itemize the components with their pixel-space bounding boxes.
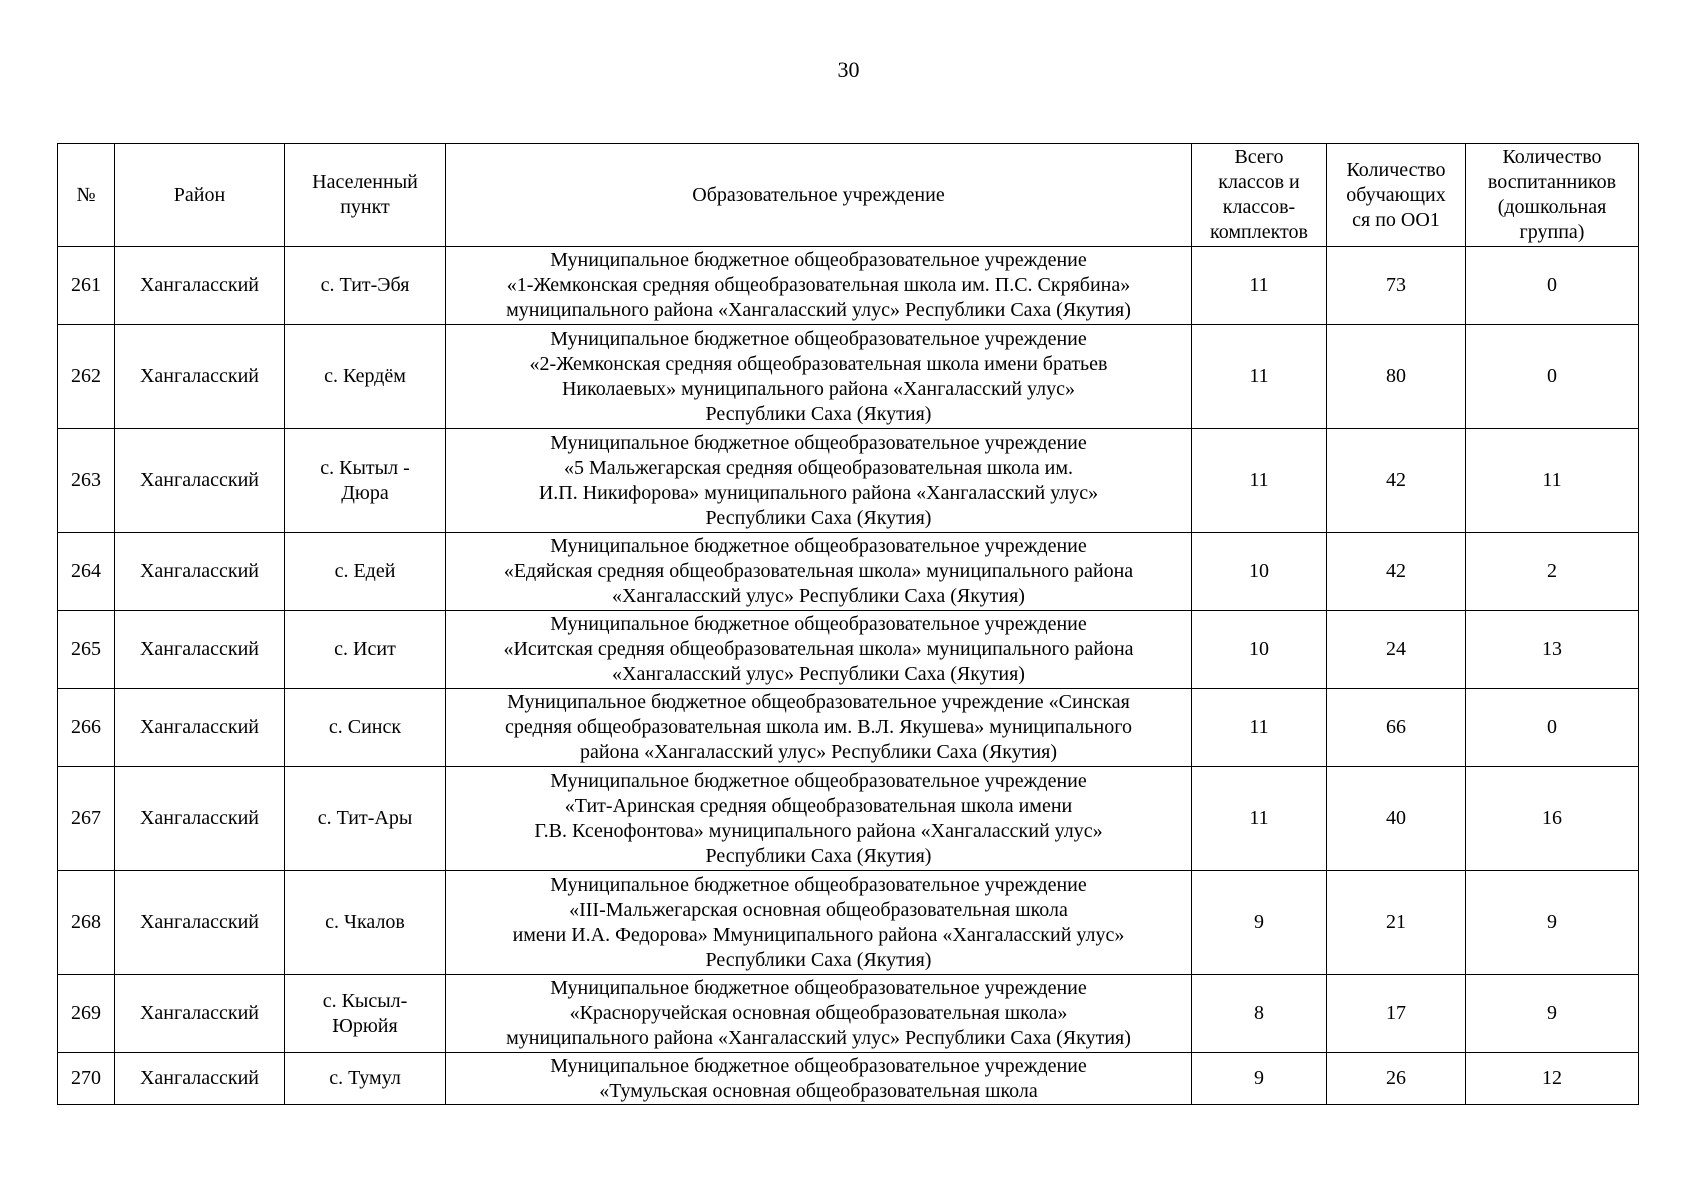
row-institution: Муниципальное бюджетное общеобразовательное учреждение «2-Жемконская средняя общеобразовательная школа имени братьев Николаевых» муниципального района «Хангаласский улус» Республики Саха (Якутия) (446, 325, 1192, 429)
row-classes: 11 (1192, 689, 1327, 767)
table-row (58, 767, 1639, 871)
row-locality: с. Тумул (285, 1053, 446, 1105)
row-district: Хангаласский (115, 767, 285, 871)
row-preschool: 11 (1466, 429, 1639, 533)
row-number: 267 (58, 767, 115, 871)
header-locality: Населенный пункт (285, 144, 446, 247)
header-preschool: Количество воспитанников (дошкольная группа) (1466, 144, 1639, 247)
row-number: 264 (58, 533, 115, 611)
row-institution: Муниципальное бюджетное общеобразовательное учреждение «5 Мальжегарская средняя общеобразовательная школа им. И.П. Никифорова» муниципального района «Хангаласский улус» Республики Саха (Якутия) (446, 429, 1192, 533)
row-number: 266 (58, 689, 115, 767)
institutions-table (57, 143, 1639, 1105)
row-number: 265 (58, 611, 115, 689)
row-district: Хангаласский (115, 325, 285, 429)
row-classes: 10 (1192, 533, 1327, 611)
table-row (58, 689, 1639, 767)
table-row (58, 247, 1639, 325)
row-district: Хангаласский (115, 871, 285, 975)
row-district: Хангаласский (115, 247, 285, 325)
row-preschool: 9 (1466, 871, 1639, 975)
table-row (58, 429, 1639, 533)
row-institution: Муниципальное бюджетное общеобразовательное учреждение «Тит-Аринская средняя общеобразовательная школа имени Г.В. Ксенофонтова» муниципального района «Хангаласский улус» Республики Саха (Якутия) (446, 767, 1192, 871)
row-locality: с. Чкалов (285, 871, 446, 975)
header-students: Количество обучающих ся по ОО1 (1327, 144, 1466, 247)
table-row (58, 533, 1639, 611)
row-students: 40 (1327, 767, 1466, 871)
row-locality: с. Кысыл- Юрюйя (285, 975, 446, 1053)
header-number: № (58, 144, 115, 247)
table-row (58, 325, 1639, 429)
row-classes: 11 (1192, 767, 1327, 871)
page-number: 30 (837, 57, 860, 82)
table-row (58, 611, 1639, 689)
row-classes: 11 (1192, 325, 1327, 429)
row-preschool: 2 (1466, 533, 1639, 611)
table-row (58, 1053, 1639, 1105)
table-row (58, 975, 1639, 1053)
header-district: Район (115, 144, 285, 247)
row-classes: 11 (1192, 247, 1327, 325)
row-district: Хангаласский (115, 1053, 285, 1105)
row-classes: 10 (1192, 611, 1327, 689)
row-students: 66 (1327, 689, 1466, 767)
row-number: 269 (58, 975, 115, 1053)
table-row (58, 871, 1639, 975)
row-locality: с. Кердём (285, 325, 446, 429)
row-preschool: 13 (1466, 611, 1639, 689)
row-locality: с. Тит-Эбя (285, 247, 446, 325)
row-locality: с. Тит-Ары (285, 767, 446, 871)
row-district: Хангаласский (115, 611, 285, 689)
row-preschool: 12 (1466, 1053, 1639, 1105)
row-locality: с. Синск (285, 689, 446, 767)
row-number: 268 (58, 871, 115, 975)
row-students: 24 (1327, 611, 1466, 689)
row-preschool: 16 (1466, 767, 1639, 871)
header-classes: Всего классов и классов- комплектов (1192, 144, 1327, 247)
row-institution: Муниципальное бюджетное общеобразовательное учреждение «1-Жемконская средняя общеобразовательная школа им. П.С. Скрябина» муниципального района «Хангаласский улус» Республики Саха (Якутия) (446, 247, 1192, 325)
row-students: 73 (1327, 247, 1466, 325)
row-number: 261 (58, 247, 115, 325)
row-district: Хангаласский (115, 689, 285, 767)
row-locality: с. Кытыл - Дюра (285, 429, 446, 533)
row-students: 26 (1327, 1053, 1466, 1105)
row-classes: 11 (1192, 429, 1327, 533)
table-header-row (58, 144, 1639, 247)
row-students: 42 (1327, 429, 1466, 533)
row-institution: Муниципальное бюджетное общеобразовательное учреждение «III-Мальжегарская основная общеобразовательная школа имени И.А. Федорова» Ммуниципального района «Хангаласский улус» Республики Саха (Якутия) (446, 871, 1192, 975)
row-students: 17 (1327, 975, 1466, 1053)
row-classes: 9 (1192, 1053, 1327, 1105)
row-institution: Муниципальное бюджетное общеобразовательное учреждение «Красноручейская основная общеобразовательная школа» муниципального района «Хангаласский улус» Республики Саха (Якутия) (446, 975, 1192, 1053)
row-preschool: 9 (1466, 975, 1639, 1053)
row-institution: Муниципальное бюджетное общеобразовательное учреждение «Синская средняя общеобразовательная школа им. В.Л. Якушева» муниципального района «Хангаласский улус» Республики Саха (Якутия) (446, 689, 1192, 767)
header-institution: Образовательное учреждение (446, 144, 1192, 247)
row-classes: 8 (1192, 975, 1327, 1053)
row-students: 42 (1327, 533, 1466, 611)
row-institution: Муниципальное бюджетное общеобразовательное учреждение «Иситская средняя общеобразовательная школа» муниципального района «Хангаласский улус» Республики Саха (Якутия) (446, 611, 1192, 689)
row-preschool: 0 (1466, 247, 1639, 325)
row-district: Хангаласский (115, 975, 285, 1053)
row-number: 263 (58, 429, 115, 533)
row-students: 80 (1327, 325, 1466, 429)
row-district: Хангаласский (115, 429, 285, 533)
row-institution: Муниципальное бюджетное общеобразовательное учреждение «Тумульская основная общеобразовательная школа (446, 1053, 1192, 1105)
row-number: 270 (58, 1053, 115, 1105)
row-classes: 9 (1192, 871, 1327, 975)
row-students: 21 (1327, 871, 1466, 975)
row-locality: с. Едей (285, 533, 446, 611)
row-institution: Муниципальное бюджетное общеобразовательное учреждение «Едяйская средняя общеобразовательная школа» муниципального района «Хангаласский улус» Республики Саха (Якутия) (446, 533, 1192, 611)
row-preschool: 0 (1466, 325, 1639, 429)
row-district: Хангаласский (115, 533, 285, 611)
row-number: 262 (58, 325, 115, 429)
row-locality: с. Исит (285, 611, 446, 689)
row-preschool: 0 (1466, 689, 1639, 767)
